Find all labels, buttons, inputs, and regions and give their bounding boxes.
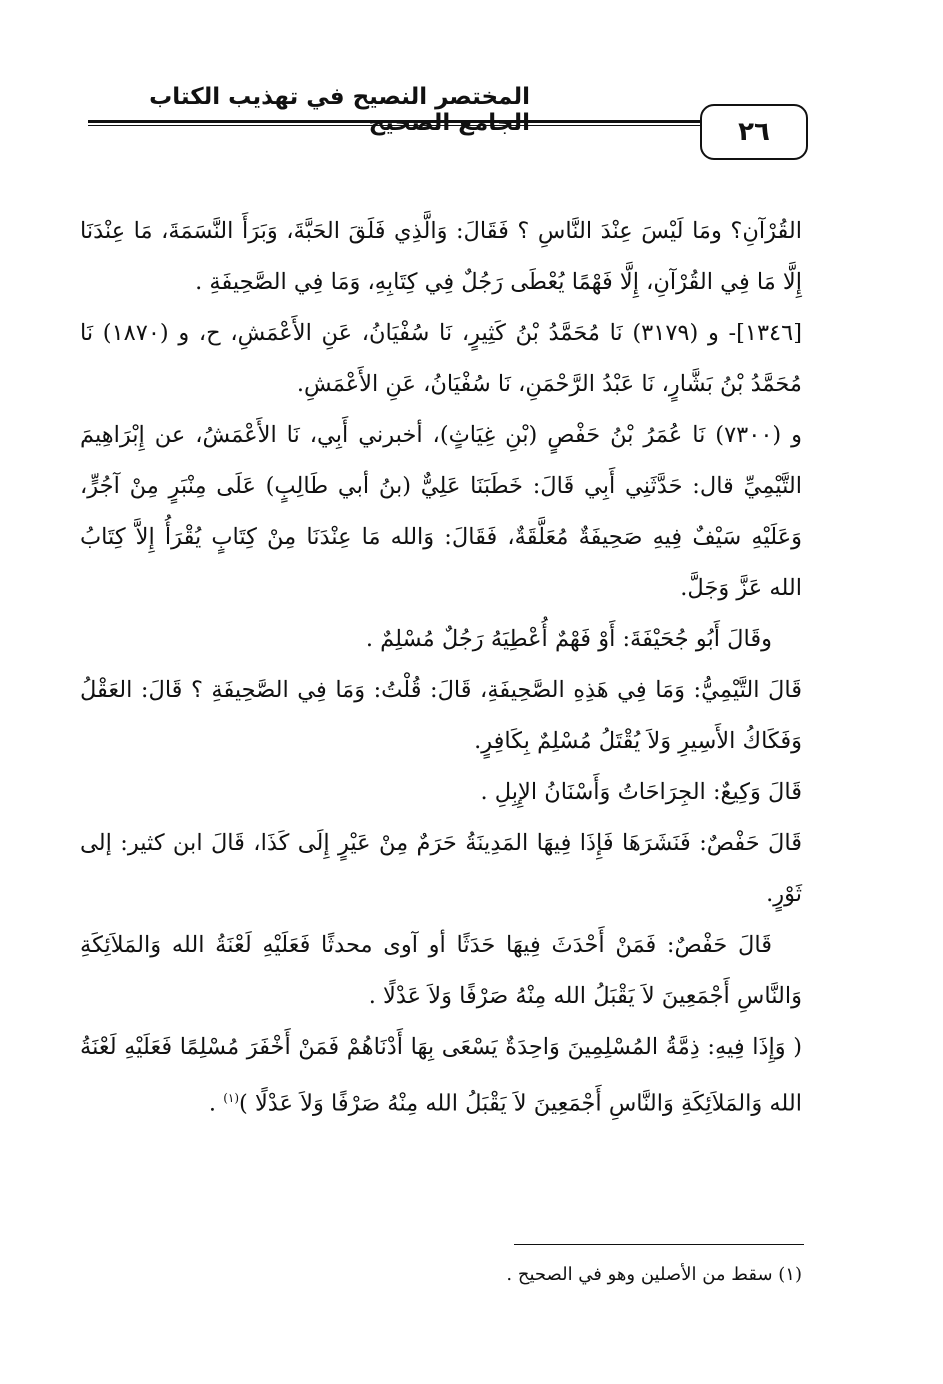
paragraph-1: القُرْآنِ؟ ومَا لَيْسَ عِنْدَ النَّاسِ ؟ فَقَالَ: وَالَّذِي فَلَقَ الحَبَّةَ، وَبَرَأَ النَّسَمَةَ، مَا عِنْدَنَا إِلَّا مَا فِي القُرْآنِ، إِلَّا فَهْمًا يُعْطَى رَجُلٌ فِي كِتَابِهِ، وَمَا فِي الصَّحِيفَةِ . (80, 218, 802, 295)
header-rule-thick (88, 120, 806, 123)
paragraph-8: قَالَ حَفْصٌ: فَمَنْ أَحْدَثَ فِيهَا حَدَثًا أو آوى محدثًا فَعَلَيْهِ لَعْنَةُ الله وَالمَلاَئِكَةِ وَالنَّاسِ أَجْمَعِينَ لاَ يَقْبَلُ الله مِنْهُ صَرْفًا وَلاَ عَدْلًا . (80, 932, 802, 1009)
paragraph-9 (80, 1022, 802, 1130)
closing-dot: . (208, 1090, 224, 1117)
header-rule-thin (88, 125, 806, 126)
paragraph-9-text: ( وَإِذَا فِيهِ: ذِمَّةُ المُسْلِمِينَ وَاحِدَةٌ يَسْعَى بِهَا أَدْنَاهُمْ فَمَنْ أَخْفَرَ مُسْلِمًا فَعَلَيْهِ لَعْنَةُ الله وَالمَلاَئِكَةِ وَالنَّاسِ أَجْمَعِينَ لاَ يَقْبَلُ الله مِنْهُ صَرْفًا وَلاَ عَدْلًا ) (80, 1034, 802, 1117)
footnote-ref: (١) (223, 1091, 240, 1105)
paragraph-5: قَالَ التَّيْمِيُّ: وَمَا فِي هَذِهِ الصَّحِيفَةِ، قَالَ: قُلْتُ: وَمَا فِي الصَّحِيفَةِ ؟ قَالَ: العَقْلُ وَفَكَاكُ الأَسِيرِ وَلاَ يُقْتَلُ مُسْلِمٌ بِكَافِرٍ. (80, 677, 802, 754)
paragraph-3: و (٧٣٠٠) نَا عُمَرُ بْنُ حَفْصٍ (بْنِ غِيَاثٍ)، أخبرني أَبِي، نَا الأَعْمَشُ، عن إِبْرَاهِيمَ التَّيْمِيِّ قال: حَدَّثَنِي أَبِي قَالَ: خَطَبَنَا عَلِيٌّ (بنُ أبي طَالِبٍ) عَلَى مِنْبَرٍ مِنْ آجُرٍّ، وَعَلَيْهِ سَيْفٌ فِيهِ صَحِيفَةٌ مُعَلَّقَةٌ، فَقَالَ: وَالله مَا عِنْدَنَا مِنْ كِتَابٍ يُقْرَأُ إِلاَّ كِتَابُ الله عَزَّ وَجَلَّ. (80, 422, 803, 601)
page-number: ٢٦ (738, 117, 770, 147)
paragraph-2: [١٣٤٦]- و (٣١٧٩) نَا مُحَمَّدُ بْنُ كَثِيرٍ، نَا سُفْيَانُ، عَنِ الأَعْمَشِ، ح، و (١٨٧٠) نَا مُحَمَّدُ بْنُ بَشَّارٍ، نَا عَبْدُ الرَّحْمَنِ، نَا سُفْيَانُ، عَنِ الأَعْمَشِ. (80, 320, 802, 397)
main-text (80, 206, 802, 1130)
running-header-title: المختصر النصيح في تهذيب الكتاب الجامع الصحيح (149, 84, 530, 136)
paragraph-6: قَالَ وَكِيعٌ: الجِرَاحَاتُ وَأَسْنَانُ الإِبِلِ . (480, 779, 802, 805)
paragraph-7: قَالَ حَفْصٌ: فَنَشَرَهَا فَإِذَا فِيهَا المَدِينَةُ حَرَمٌ مِنْ عَيْرٍ إِلَى كَذَا، قَالَ ابن كثير: إلى ثَوْرٍ. (80, 830, 802, 907)
paragraph-4: وقَالَ أَبُو جُحَيْفَةَ: أَوْ فَهْمٌ أُعْطِيَهُ رَجُلٌ مُسْلِمٌ . (365, 626, 772, 652)
footnote-rule (514, 1244, 804, 1245)
page-number-box (700, 104, 808, 160)
footnote: (١) سقط من الأصلين وهو في الصحيح . (506, 1264, 802, 1285)
